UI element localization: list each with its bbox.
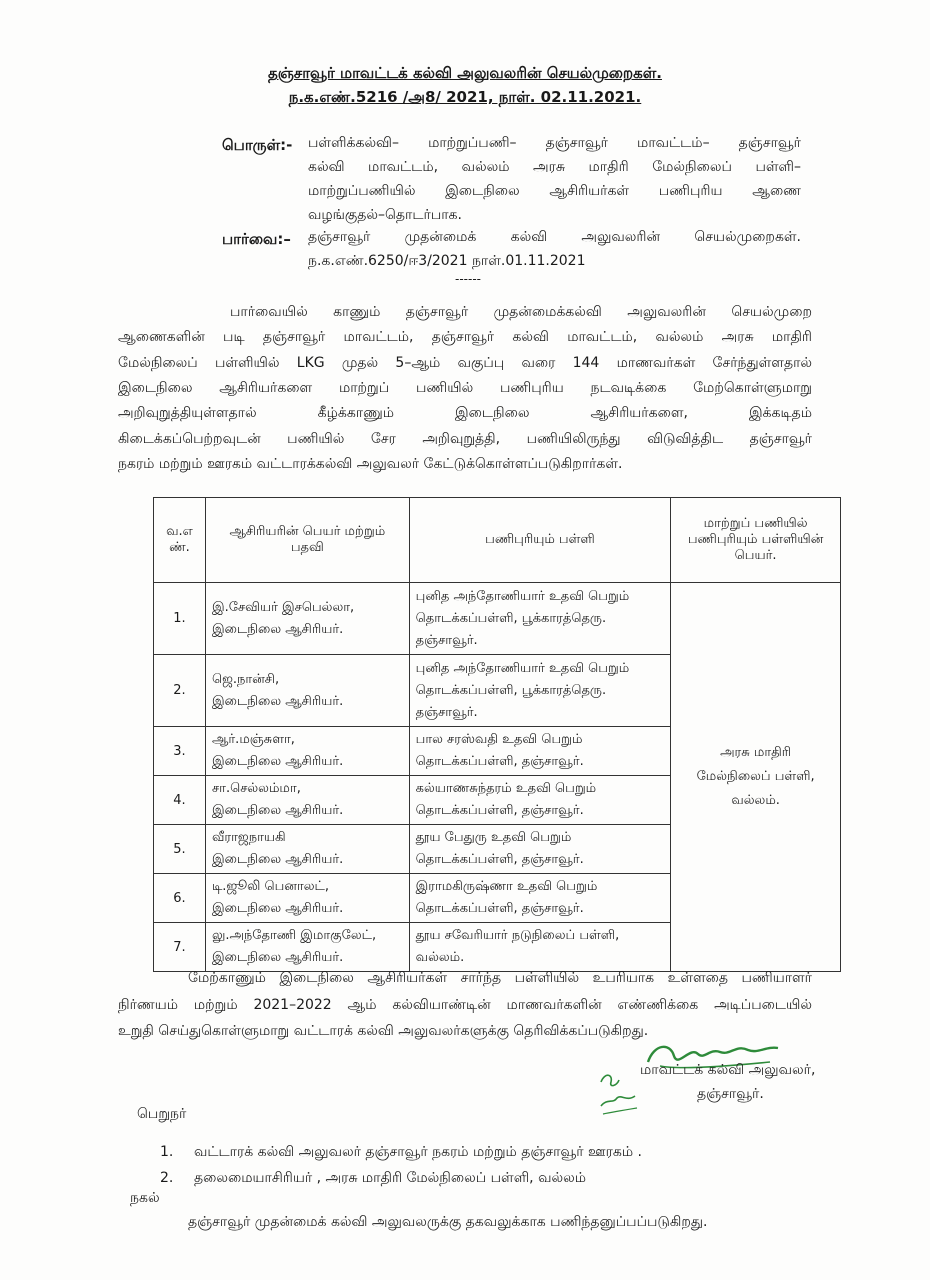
row-name — [205, 874, 409, 923]
name-line: இ.சேவியர் இசபெல்லா, — [211, 599, 355, 615]
table-row — [154, 583, 841, 655]
recipient-text: வட்டாரக் கல்வி அலுவலர் தஞ்சாவூர் நகரம் மற்றும் தஞ்சாவூர் ஊரகம் . — [194, 1144, 642, 1160]
name-line: டி.ஜூலி பெனாலட், — [211, 879, 329, 894]
header-reference: ந.க.எண்.5216 /அ8/ 2021, நாள். 02.11.2021. — [288, 88, 642, 106]
closing-line: மேற்காணும் இடைநிலை ஆசிரியர்கள் சார்ந்த பள்ளியில் உபரியாக உள்ளதை பணியாளர் — [188, 970, 812, 986]
row-school — [409, 727, 671, 776]
school-line: தொடக்கப்பள்ளி, பூக்காரத்தெரு. — [415, 610, 607, 626]
subject-line: கல்வி மாவட்டம், வல்லம் அரசு மாதிரி மேல்நிலைப் பள்ளி– — [308, 159, 801, 175]
header-sno: வ.எ ண். — [154, 498, 206, 583]
school-line: கல்யாணசுந்தரம் உதவி பெறும் — [415, 781, 597, 796]
row-name — [205, 776, 409, 825]
name-line: ஆர்.மஞ்சுளா, — [211, 732, 295, 747]
header-name: ஆசிரியரின் பெயர் மற்றும் பதவி — [205, 498, 409, 583]
name-line: வீராஜநாயகி — [211, 830, 286, 845]
copy-label: நகல் — [130, 1190, 160, 1206]
transfer-school-cell — [671, 583, 841, 972]
designation-line: இடைநிலை ஆசிரியர். — [211, 621, 344, 637]
row-sno: 6. — [154, 874, 206, 923]
subject-label: பொருள்:- — [222, 136, 293, 154]
row-sno: 4. — [154, 776, 206, 825]
body-line: நகரம் மற்றும் ஊரகம் வட்டாரக்கல்வி அலுவலர் கேட்டுக்கொள்ளப்படுகிறார்கள். — [118, 456, 623, 472]
row-school — [409, 583, 671, 655]
school-line: தஞ்சாவூர். — [415, 632, 478, 648]
designation-line: இடைநிலை ஆசிரியர். — [211, 693, 344, 709]
school-line: இராமகிருஷ்ணா உதவி பெறும் — [415, 879, 598, 894]
designation-line: இடைநிலை ஆசிரியர். — [211, 754, 344, 769]
row-sno: 1. — [154, 583, 206, 655]
header-title: தஞ்சாவூர் மாவட்டக் கல்வி அலுவலரின் செயல்முறைகள். — [268, 64, 662, 82]
name-line: ஜெ.நான்சி, — [211, 671, 280, 687]
row-sno: 2. — [154, 655, 206, 727]
header-transfer-school: மாற்றுப் பணியில் பணிபுரியும் பள்ளியின் பெயர். — [671, 498, 841, 583]
school-line: தூய பேதுரு உதவி பெறும் — [415, 830, 572, 845]
school-line: தூய சவேரியார் நடுநிலைப் பள்ளி, — [415, 928, 620, 943]
closing-line: உறுதி செய்துகொள்ளுமாறு வட்டாரக் கல்வி அலுவலர்களுக்கு தெரிவிக்கப்படுகிறது. — [118, 1023, 649, 1039]
school-line: தஞ்சாவூர். — [415, 704, 478, 720]
row-sno: 7. — [154, 923, 206, 972]
reference-label: பார்வை:– — [222, 230, 291, 248]
designation-line: இடைநிலை ஆசிரியர். — [211, 901, 344, 916]
recipient-text: தலைமையாசிரியர் , அரசு மாதிரி மேல்நிலைப் பள்ளி, வல்லம் — [194, 1170, 586, 1186]
row-school — [409, 655, 671, 727]
teacher-table — [153, 497, 841, 972]
school-line: புனித அந்தோணியார் உதவி பெறும் — [415, 588, 630, 604]
header-school: பணிபுரியும் பள்ளி — [409, 498, 671, 583]
separator: ------ — [455, 272, 481, 286]
table-header-row — [154, 498, 841, 583]
school-line: தொடக்கப்பள்ளி, தஞ்சாவூர். — [415, 901, 584, 916]
school-line: தொடக்கப்பள்ளி, பூக்காரத்தெரு. — [415, 682, 607, 698]
subject-line: மாற்றுப்பணியில் இடைநிலை ஆசிரியர்கள் பணிபுரிய ஆணை — [308, 183, 801, 199]
name-line: சா.செல்லம்மா, — [211, 781, 301, 796]
closing-line: நிர்ணயம் மற்றும் 2021–2022 ஆம் கல்வியாண்டின் மாணவர்களின் எண்ணிக்கை அடிப்படையில் — [118, 997, 812, 1013]
reference-line: ந.க.எண்.6250/ஈ3/2021 நாள்.01.11.2021 — [308, 253, 586, 269]
transfer-school-line: மேல்நிலைப் பள்ளி, — [696, 769, 815, 784]
designation-line: இடைநிலை ஆசிரியர். — [211, 950, 344, 965]
copy-text: தஞ்சாவூர் முதன்மைக் கல்வி அலுவலருக்கு தகவலுக்காக பணிந்தனுப்பப்படுகிறது. — [188, 1214, 708, 1230]
body-line: மேல்நிலைப் பள்ளியில் LKG முதல் 5–ஆம் வகுப்பு வரை 144 மாணவர்கள் சேர்ந்துள்ளதால் — [118, 355, 812, 371]
designation-line: இடைநிலை ஆசிரியர். — [211, 803, 344, 818]
row-school — [409, 874, 671, 923]
initials-mark — [595, 1068, 645, 1124]
subject-line: வழங்குதல்–தொடர்பாக. — [308, 207, 462, 223]
row-name — [205, 825, 409, 874]
row-school — [409, 776, 671, 825]
school-line: தொடக்கப்பள்ளி, தஞ்சாவூர். — [415, 754, 584, 769]
row-name — [205, 655, 409, 727]
transfer-school-line: அரசு மாதிரி — [720, 745, 792, 760]
school-line: தொடக்கப்பள்ளி, தஞ்சாவூர். — [415, 852, 584, 867]
recipient-num: 2. — [160, 1170, 174, 1186]
row-sno: 3. — [154, 727, 206, 776]
row-school — [409, 923, 671, 972]
row-name — [205, 583, 409, 655]
designation-line: இடைநிலை ஆசிரியர். — [211, 852, 344, 867]
school-line: பால சரஸ்வதி உதவி பெறும் — [415, 732, 583, 747]
transfer-school-line: வல்லம். — [731, 793, 780, 808]
signature-designation: மாவட்டக் கல்வி அலுவலர், — [640, 1062, 816, 1078]
signature-place: தஞ்சாவூர். — [697, 1086, 764, 1102]
body-line: ஆணைகளின் படி தஞ்சாவூர் மாவட்டம், தஞ்சாவூர் கல்வி மாவட்டம், வல்லம் அரசு மாதிரி — [118, 329, 812, 345]
school-line: புனித அந்தோணியார் உதவி பெறும் — [415, 660, 630, 676]
name-line: லு.அந்தோணி இமாகுலேட், — [211, 928, 377, 943]
school-line: தொடக்கப்பள்ளி, தஞ்சாவூர். — [415, 803, 584, 818]
body-line: அறிவுறுத்தியுள்ளதால் கீழ்க்காணும் இடைநிலை ஆசிரியர்களை, இக்கடிதம் — [118, 405, 812, 421]
recipients-label: பெறுநர் — [137, 1106, 187, 1122]
body-line: பார்வையில் காணும் தஞ்சாவூர் முதன்மைக்கல்வி அலுவலரின் செயல்முறை — [230, 304, 812, 320]
reference-line: தஞ்சாவூர் முதன்மைக் கல்வி அலுவலரின் செயல்முறைகள். — [308, 229, 801, 245]
school-line: வல்லம். — [415, 950, 465, 965]
row-name — [205, 923, 409, 972]
body-line: இடைநிலை ஆசிரியர்களை மாற்றுப் பணியில் பணிபுரிய நடவடிக்கை மேற்கொள்ளுமாறு — [118, 380, 812, 396]
recipient-num: 1. — [160, 1144, 174, 1160]
row-sno: 5. — [154, 825, 206, 874]
body-line: கிடைக்கப்பெற்றவுடன் பணியில் சேர அறிவுறுத்தி, பணியிலிருந்து விடுவித்திட தஞ்சாவூர் — [118, 431, 812, 447]
subject-line: பள்ளிக்கல்வி– மாற்றுப்பணி– தஞ்சாவூர் மாவட்டம்– தஞ்சாவூர் — [308, 135, 801, 151]
row-school — [409, 825, 671, 874]
row-name — [205, 727, 409, 776]
